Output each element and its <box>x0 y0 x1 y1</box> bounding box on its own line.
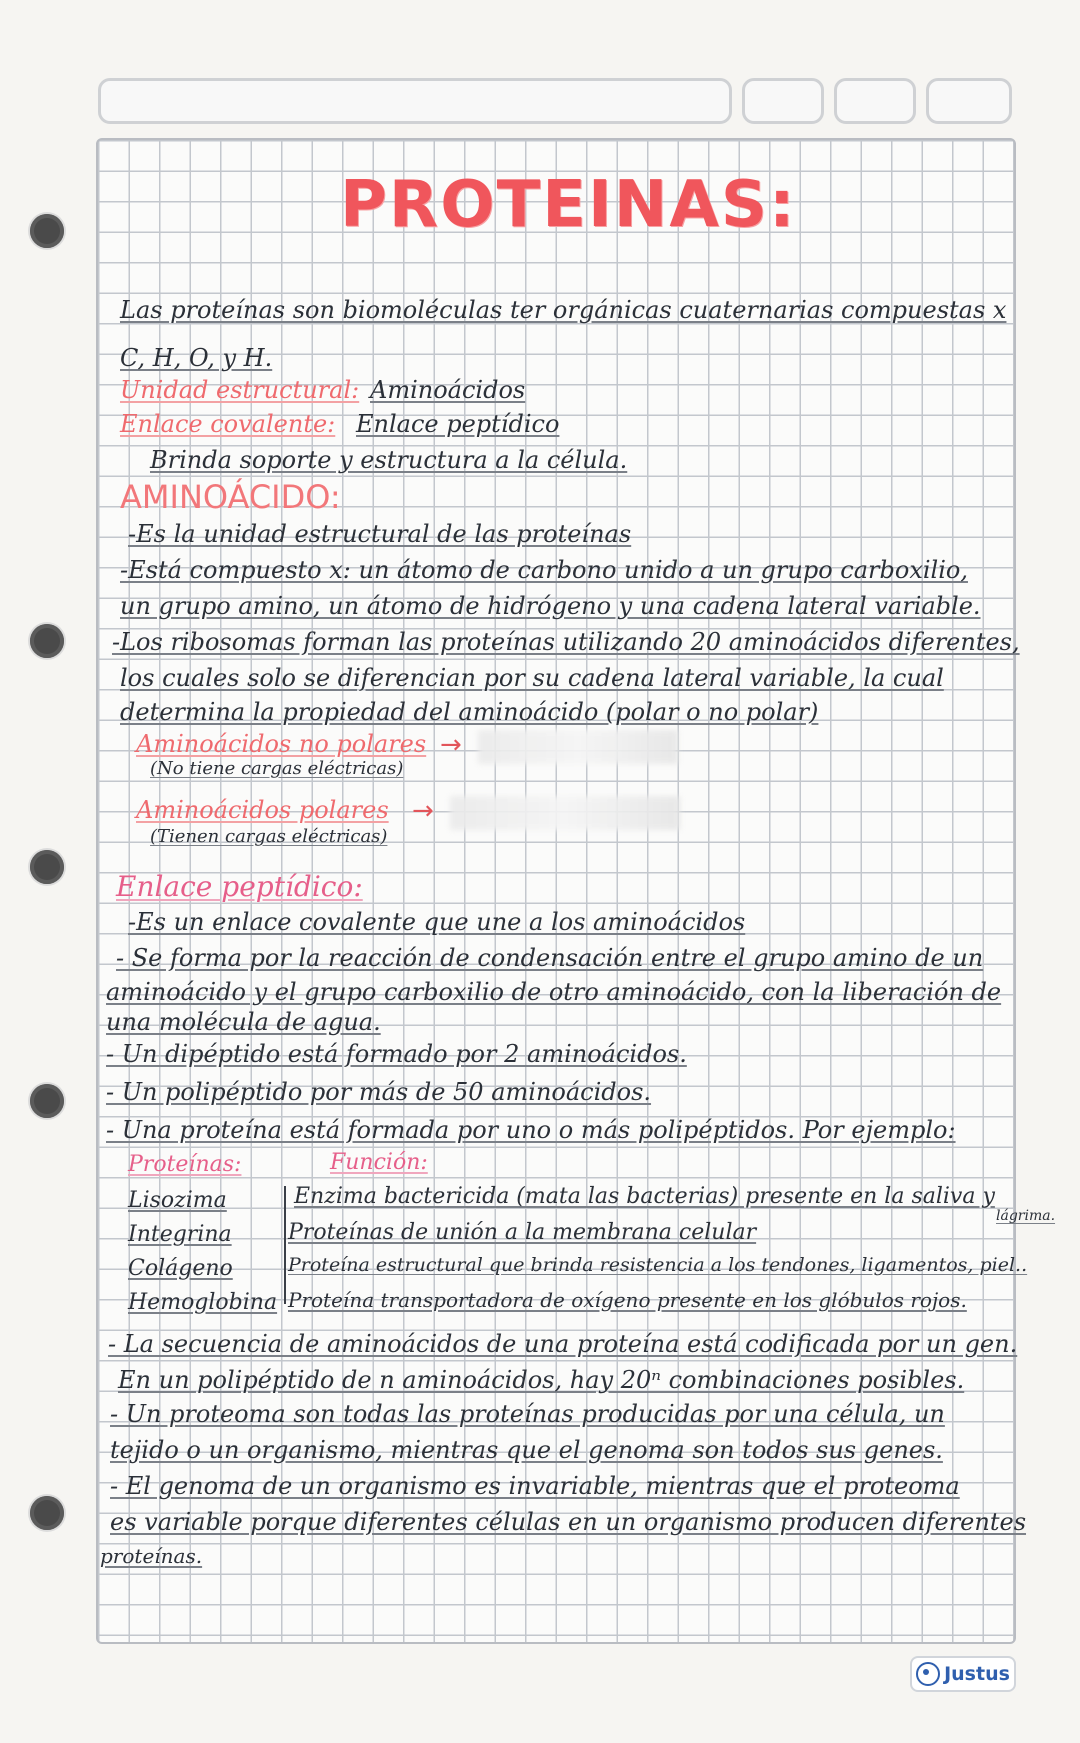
header-box-3 <box>926 78 1012 124</box>
note-line: -Es un enlace covalente que une a los aminoácidos <box>128 908 746 936</box>
page-title: PROTEINAS: <box>340 168 797 242</box>
note-line: los cuales solo se diferencian por su cadena lateral variable, la cual <box>120 664 944 692</box>
arrow-icon: → <box>440 730 462 760</box>
note-line: una molécula de agua. <box>106 1008 381 1036</box>
heading-enlace-peptidico: Enlace peptídico: <box>116 870 363 903</box>
logo-text: Justus <box>944 1663 1010 1685</box>
table-cell-function: Enzima bactericida (mata las bacterias) presente en la saliva y <box>294 1184 995 1209</box>
note-line: Aminoácidos <box>370 376 526 404</box>
arrow-icon: → <box>412 796 434 826</box>
blurred-image <box>478 730 678 764</box>
blurred-image <box>450 796 680 830</box>
note-line: - Un dipéptido está formado por 2 aminoácidos. <box>106 1040 687 1068</box>
note-line: es variable porque diferentes células en un organismo producen diferentes <box>110 1508 1027 1536</box>
note-line: -Los ribosomas forman las proteínas utilizando 20 aminoácidos diferentes, <box>112 628 1020 656</box>
note-line: C, H, O, y H. <box>120 344 273 372</box>
header-box-1 <box>742 78 824 124</box>
note-line: - Una proteína está formada por uno o más polipéptidos. Por ejemplo: <box>106 1116 956 1144</box>
table-cell-protein: Hemoglobina <box>128 1290 278 1315</box>
note-line: tejido o un organismo, mientras que el genoma son todos sus genes. <box>110 1436 943 1464</box>
binder-hole <box>30 624 64 658</box>
heading-aminoacido: AMINOÁCIDO: <box>120 478 341 516</box>
table-cell-extra: lágrima. <box>996 1208 1056 1224</box>
note-line: - Se forma por la reacción de condensación entre el grupo amino de un <box>116 944 984 972</box>
table-cell-protein: Integrina <box>128 1222 232 1247</box>
note-line: En un polipéptido de n aminoácidos, hay 20ⁿ combinaciones posibles. <box>118 1366 965 1394</box>
binder-hole <box>30 1496 64 1530</box>
header-box-2 <box>834 78 916 124</box>
label-unidad-estructural: Unidad estructural: <box>120 376 360 404</box>
table-header-proteinas: Proteínas: <box>128 1152 242 1177</box>
note-line: - Un proteoma son todas las proteínas producidas por una célula, un <box>110 1400 945 1428</box>
note-line: (Tienen cargas eléctricas) <box>150 826 388 847</box>
note-line: un grupo amino, un átomo de hidrógeno y una cadena lateral variable. <box>120 592 981 620</box>
note-line: -Es la unidad estructural de las proteínas <box>128 520 632 548</box>
note-line: - El genoma de un organismo es invariable, mientras que el proteoma <box>110 1472 960 1500</box>
binder-hole <box>30 1084 64 1118</box>
note-line: - La secuencia de aminoácidos de una proteína está codificada por un gen. <box>108 1330 1018 1358</box>
label-no-polares: Aminoácidos no polares <box>136 730 427 758</box>
header-box-wide <box>98 78 732 124</box>
table-header-funcion: Función: <box>330 1150 428 1175</box>
table-cell-function: Proteína estructural que brinda resistencia a los tendones, ligamentos, piel.. <box>288 1254 1028 1276</box>
note-line: -Está compuesto x: un átomo de carbono unido a un grupo carboxilio, <box>120 556 968 584</box>
note-line: proteínas. <box>100 1544 203 1568</box>
table-cell-protein: Lisozima <box>128 1188 227 1213</box>
note-line: aminoácido y el grupo carboxilio de otro aminoácido, con la liberación de <box>106 978 1002 1006</box>
binder-hole <box>30 850 64 884</box>
table-divider <box>284 1186 286 1304</box>
note-line: Brinda soporte y estructura a la célula. <box>150 446 628 474</box>
table-cell-function: Proteína transportadora de oxígeno presente en los glóbulos rojos. <box>288 1288 967 1312</box>
binder-hole <box>30 214 64 248</box>
label-polares: Aminoácidos polares <box>136 796 389 824</box>
note-line: determina la propiedad del aminoácido (polar o no polar) <box>120 698 819 726</box>
table-cell-protein: Colágeno <box>128 1256 233 1281</box>
label-enlace-covalente: Enlace covalente: <box>120 410 336 438</box>
justus-logo-icon <box>916 1662 940 1686</box>
note-line: Enlace peptídico <box>356 410 560 438</box>
note-line: - Un polipéptido por más de 50 aminoácidos. <box>106 1078 652 1106</box>
note-line: (No tiene cargas eléctricas) <box>150 758 404 779</box>
note-line: Las proteínas son biomoléculas ter orgánicas cuaternarias compuestas x <box>120 296 1007 324</box>
justus-logo <box>910 1656 1016 1692</box>
table-cell-function: Proteínas de unión a la membrana celular <box>288 1220 757 1245</box>
